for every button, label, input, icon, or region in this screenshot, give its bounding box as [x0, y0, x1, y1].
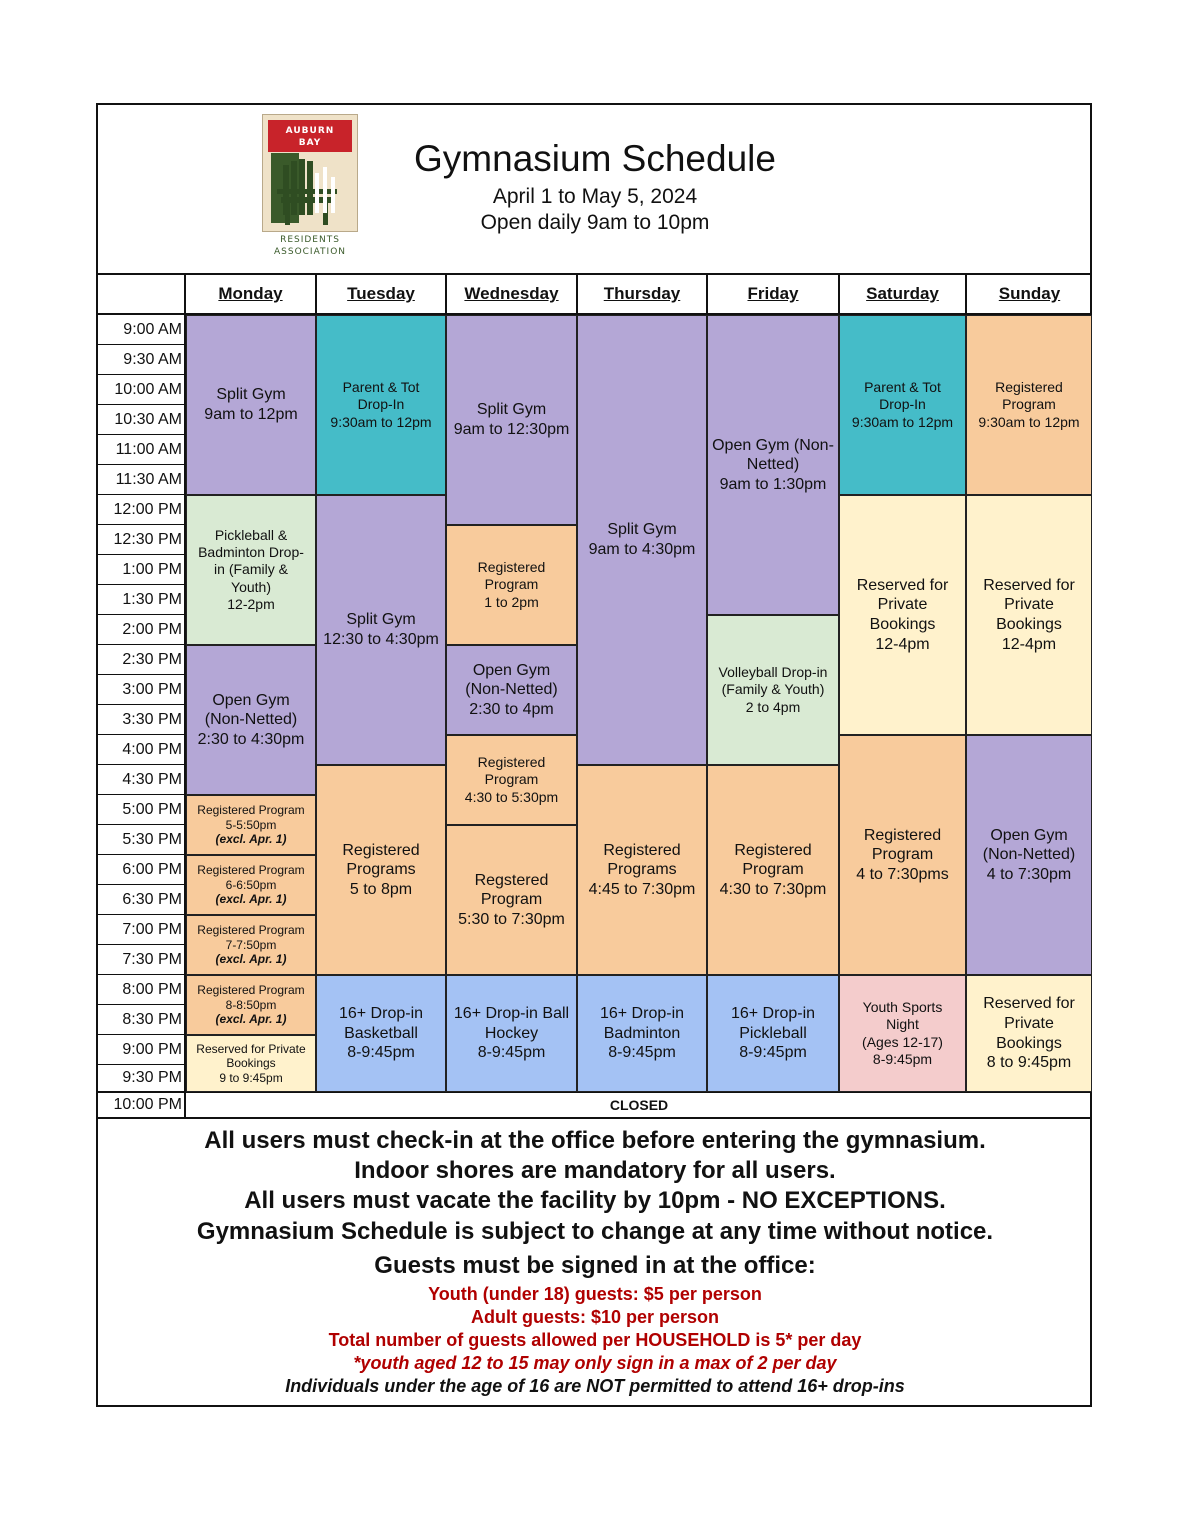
sunday-private-booking: [966, 495, 1092, 735]
block-line: 4 to 7:30pms: [856, 865, 949, 883]
day-header-thursday: Thursday: [603, 284, 681, 303]
monday-pickleball-badminton: [186, 495, 316, 645]
wednesday-registered-530pm: [446, 825, 577, 975]
block-line: 5:30 to 7:30pm: [458, 910, 565, 928]
time-row-line: [98, 794, 184, 795]
block-line: (excl. Apr. 1): [215, 832, 287, 847]
open-hours: Open daily 9am to 10pm: [480, 211, 710, 234]
logo-text-association: ASSOCIATION: [273, 247, 347, 257]
block-line: 7-7:50pm: [225, 937, 277, 952]
block-line: 16+ Drop-in: [730, 1005, 816, 1023]
block-line: 5-5:50pm: [225, 817, 277, 832]
block-line: Night: [886, 1016, 919, 1033]
block-line: Split Gym: [607, 521, 677, 539]
time-row-line: [98, 584, 184, 585]
time-label: 7:30 PM: [122, 951, 182, 968]
block-line: Drop-In: [879, 396, 926, 413]
time-label: 11:30 AM: [115, 471, 182, 488]
tuesday-registered: [316, 765, 446, 975]
time-label: 2:30 PM: [122, 651, 182, 668]
monday-open-gym: [186, 645, 316, 795]
block-line: 2 to 4pm: [745, 698, 801, 715]
block-line: 8-9:45pm: [872, 1050, 933, 1067]
note-household-limit: Total number of guests allowed per HOUSEHOLD is 5* per day: [328, 1330, 862, 1350]
time-label: 3:00 PM: [122, 681, 182, 698]
block-line: 2:30 to 4pm: [469, 700, 554, 718]
block-line: Open Gym: [472, 661, 551, 679]
note-guests-signin: Guests must be signed in at the office:: [374, 1252, 816, 1279]
sunday-registered-am: [966, 315, 1092, 495]
block-line: 9am to 12pm: [204, 406, 298, 423]
block-line: Basketball: [344, 1024, 418, 1042]
block-line: Split Gym: [346, 611, 416, 629]
block-line: Youth): [231, 578, 271, 595]
time-label: 1:00 PM: [122, 561, 182, 578]
saturday-youth-sports-night: [839, 975, 966, 1092]
time-label: 9:00 AM: [123, 321, 182, 338]
time-row-line: [98, 674, 184, 675]
friday-open-gym: [707, 315, 839, 615]
wednesday-split-gym: [446, 315, 577, 525]
block-line: in (Family &: [214, 561, 288, 578]
monday-registered-8pm: [186, 975, 316, 1035]
block-line: Bookings: [996, 1034, 1062, 1052]
time-row-line: [98, 464, 184, 465]
saturday-registered: [839, 735, 966, 975]
time-row-line: [98, 374, 184, 375]
block-line: 1 to 2pm: [484, 593, 539, 610]
time-row-line: [98, 944, 184, 945]
block-line: 12-4pm: [875, 635, 930, 653]
time-row-line: [98, 704, 184, 705]
time-label: 9:00 PM: [122, 1041, 182, 1058]
logo-word-2: BAY: [298, 138, 322, 148]
block-line: Split Gym: [476, 401, 547, 419]
block-line: Split Gym: [216, 386, 286, 404]
time-label: 12:30 PM: [113, 531, 182, 548]
block-line: Parent & Tot: [864, 379, 941, 396]
sunday-private-booking-pm: [966, 975, 1092, 1092]
wednesday-registered-1pm: [446, 525, 577, 645]
block-line: Netted): [746, 456, 800, 474]
block-line: Registered: [342, 841, 420, 859]
block-line: Private: [1004, 1014, 1054, 1032]
block-line: 9am to 4:30pm: [588, 541, 696, 558]
block-line: 8-9:45pm: [608, 1044, 676, 1062]
time-label: 5:30 PM: [122, 831, 182, 848]
tuesday-basketball-dropin: [316, 975, 446, 1092]
time-label: 12:00 PM: [113, 501, 182, 518]
block-line: 2:30 to 4:30pm: [197, 730, 305, 748]
block-line: 5 to 8pm: [349, 880, 413, 898]
wednesday-registered-430pm: [446, 735, 577, 825]
time-label: 7:00 PM: [122, 921, 182, 938]
wednesday-open-gym: [446, 645, 577, 735]
time-label: 6:00 PM: [122, 861, 182, 878]
saturday-private-booking: [839, 495, 966, 735]
time-label: 2:00 PM: [122, 621, 182, 638]
time-label: 10:00 PM: [113, 1096, 182, 1113]
time-label: 6:30 PM: [122, 891, 182, 908]
block-line: 4:30 to 7:30pm: [719, 880, 827, 898]
block-line: 8-9:45pm: [739, 1044, 807, 1062]
monday-registered-5pm: [186, 795, 316, 855]
block-line: (Ages 12-17): [862, 1033, 943, 1050]
time-label: 4:30 PM: [122, 771, 182, 788]
block-line: Registered: [603, 841, 681, 859]
wednesday-ball-hockey-dropin: [446, 975, 577, 1092]
block-line: Badminton: [603, 1024, 681, 1042]
time-row-line: [98, 884, 184, 885]
time-row-line: [98, 824, 184, 825]
monday-registered-7pm: [186, 915, 316, 975]
page-title: Gymnasium Schedule: [414, 138, 776, 179]
block-line: Programs: [607, 861, 677, 879]
logo-word-1: AUBURN: [285, 126, 335, 136]
block-line: Reserved for: [983, 995, 1075, 1013]
block-line: Program: [871, 846, 934, 864]
time-row-line: [98, 644, 184, 645]
time-label: 10:30 AM: [114, 411, 182, 428]
block-line: Program: [484, 576, 539, 593]
block-line: Registered Program: [197, 923, 305, 938]
time-row-line: [98, 404, 184, 405]
block-line: (Family & Youth): [721, 681, 825, 698]
block-line: Regstered: [474, 871, 549, 889]
block-line: Open Gym: [990, 826, 1068, 844]
block-line: 16+ Drop-in Ball: [453, 1005, 570, 1023]
monday-private-booking: [186, 1035, 316, 1092]
note-youth-limit: *youth aged 12 to 15 may only sign in a max of 2 per day: [353, 1353, 837, 1373]
note-indoor-shoes: Indoor shores are mandatory for all users.: [354, 1157, 836, 1184]
friday-pickleball-dropin: [707, 975, 839, 1092]
block-line: Reserved for: [983, 576, 1075, 594]
block-line: 4:45 to 7:30pm: [588, 880, 696, 898]
block-line: 12:30 to 4:30pm: [323, 631, 439, 648]
time-label: 5:00 PM: [122, 801, 182, 818]
block-line: Reserved for Private: [196, 1041, 306, 1056]
block-line: 9:30am to 12pm: [330, 413, 432, 430]
block-line: 12-4pm: [1001, 635, 1057, 653]
time-label: 9:30 PM: [122, 1069, 182, 1086]
block-line: 12-2pm: [227, 595, 275, 612]
time-row-line: [98, 1064, 184, 1065]
date-range: April 1 to May 5, 2024: [492, 185, 698, 208]
block-line: Private: [1004, 596, 1054, 614]
block-line: Program: [742, 861, 804, 879]
time-row-line: [98, 914, 184, 915]
block-line: Youth Sports: [862, 999, 943, 1016]
friday-registered: [707, 765, 839, 975]
logo-text-residents: RESIDENTS: [280, 235, 340, 245]
block-line: Bookings: [996, 616, 1062, 633]
block-line: (Non-Netted): [465, 681, 558, 699]
block-line: Parent & Tot: [342, 379, 420, 396]
block-line: 16+ Drop-in: [599, 1005, 685, 1023]
note-subject-to-change: Gymnasium Schedule is subject to change at any time without notice.: [196, 1218, 994, 1245]
block-line: 8 to 9:45pm: [986, 1054, 1072, 1072]
block-line: 8-9:45pm: [477, 1044, 546, 1062]
block-line: Pickleball: [739, 1024, 807, 1042]
block-line: Drop-In: [357, 396, 405, 413]
time-row-line: [98, 344, 184, 345]
block-line: 9am to 1:30pm: [719, 475, 827, 493]
block-line: Registered Program: [197, 863, 305, 878]
time-row-line: [98, 734, 184, 735]
block-line: 16+ Drop-in: [338, 1005, 424, 1023]
thursday-split-gym: [577, 315, 707, 765]
time-row-line: [98, 1004, 184, 1005]
block-line: Programs: [346, 861, 416, 879]
block-line: 9:30am to 12pm: [978, 413, 1080, 430]
time-row-line: [98, 494, 184, 495]
time-label: 8:30 PM: [122, 1011, 182, 1028]
closed-label: CLOSED: [609, 1097, 669, 1113]
block-line: 8-9:45pm: [347, 1044, 415, 1062]
time-label: 9:30 AM: [123, 351, 182, 368]
time-row-line: [98, 1034, 184, 1035]
thursday-registered: [577, 765, 707, 975]
note-adult-fee: Adult guests: $10 per person: [470, 1307, 720, 1327]
block-line: (Non-Netted): [982, 846, 1076, 864]
monday-registered-6pm: [186, 855, 316, 915]
time-row-line: [98, 854, 184, 855]
note-check-in: All users must check-in at the office before entering the gymnasium.: [204, 1127, 986, 1154]
time-row-line: [98, 524, 184, 525]
tuesday-parent-tot: [316, 315, 446, 495]
block-line: Registered Program: [197, 983, 305, 998]
note-youth-fee: Youth (under 18) guests: $5 per person: [428, 1284, 762, 1304]
block-line: 9 to 9:45pm: [219, 1070, 283, 1085]
block-line: 9am to 12:30pm: [453, 421, 570, 438]
time-label: 8:00 PM: [122, 981, 182, 998]
day-header-saturday: Saturday: [866, 284, 939, 303]
block-line: Registered Program: [197, 803, 305, 818]
block-line: 4 to 7:30pm: [986, 865, 1072, 883]
block-line: Badminton Drop-: [198, 544, 304, 561]
block-line: (excl. Apr. 1): [215, 1012, 287, 1027]
block-line: Open Gym: [212, 691, 290, 709]
friday-volleyball-dropin: [707, 615, 839, 765]
block-line: Reserved for: [856, 576, 949, 594]
day-header-tuesday: Tuesday: [347, 284, 415, 303]
saturday-parent-tot: [839, 315, 966, 495]
block-line: Open Gym (Non-: [712, 436, 834, 454]
time-label: 4:00 PM: [122, 741, 182, 758]
block-line: Pickleball &: [214, 527, 288, 544]
time-label: 10:00 AM: [114, 381, 182, 398]
block-line: Registered: [995, 379, 1063, 396]
day-header-monday: Monday: [218, 284, 283, 303]
block-line: 4:30 to 5:30pm: [464, 788, 559, 805]
block-line: Program: [480, 891, 543, 909]
block-line: (excl. Apr. 1): [215, 892, 287, 907]
block-line: Registered: [734, 841, 812, 859]
block-line: (excl. Apr. 1): [215, 952, 287, 967]
time-row-line: [98, 554, 184, 555]
note-vacate: All users must vacate the facility by 10pm - NO EXCEPTIONS.: [244, 1187, 946, 1214]
block-line: Registered: [863, 826, 942, 844]
block-line: 8-8:50pm: [225, 997, 277, 1012]
time-row-line: [98, 434, 184, 435]
time-label: 1:30 PM: [122, 591, 182, 608]
block-line: Program: [484, 771, 539, 788]
block-line: Program: [1002, 396, 1056, 413]
block-line: Registered: [477, 754, 546, 771]
time-label: 3:30 PM: [122, 711, 182, 728]
block-line: (Non-Netted): [204, 711, 298, 729]
block-line: 6-6:50pm: [225, 877, 277, 892]
time-row-line: [98, 974, 184, 975]
day-header-wednesday: Wednesday: [464, 284, 559, 303]
time-row-line: [98, 614, 184, 615]
block-line: Hockey: [484, 1024, 539, 1042]
block-line: Volleyball Drop-in: [718, 664, 828, 681]
day-header-sunday: Sunday: [998, 284, 1061, 303]
time-label: 11:00 AM: [115, 441, 182, 458]
tuesday-split-gym: [316, 495, 446, 765]
block-line: Bookings: [226, 1056, 276, 1071]
block-line: Bookings: [869, 616, 936, 633]
day-header-friday: Friday: [747, 284, 799, 303]
thursday-badminton-dropin: [577, 975, 707, 1092]
sunday-open-gym: [966, 735, 1092, 975]
time-row-line: [98, 764, 184, 765]
block-line: Private: [877, 596, 928, 614]
monday-split-gym: [186, 315, 316, 495]
block-line: 9:30am to 12pm: [851, 413, 954, 430]
note-age-rule: Individuals under the age of 16 are NOT permitted to attend 16+ drop-ins: [285, 1376, 905, 1396]
block-line: Registered: [477, 559, 546, 576]
